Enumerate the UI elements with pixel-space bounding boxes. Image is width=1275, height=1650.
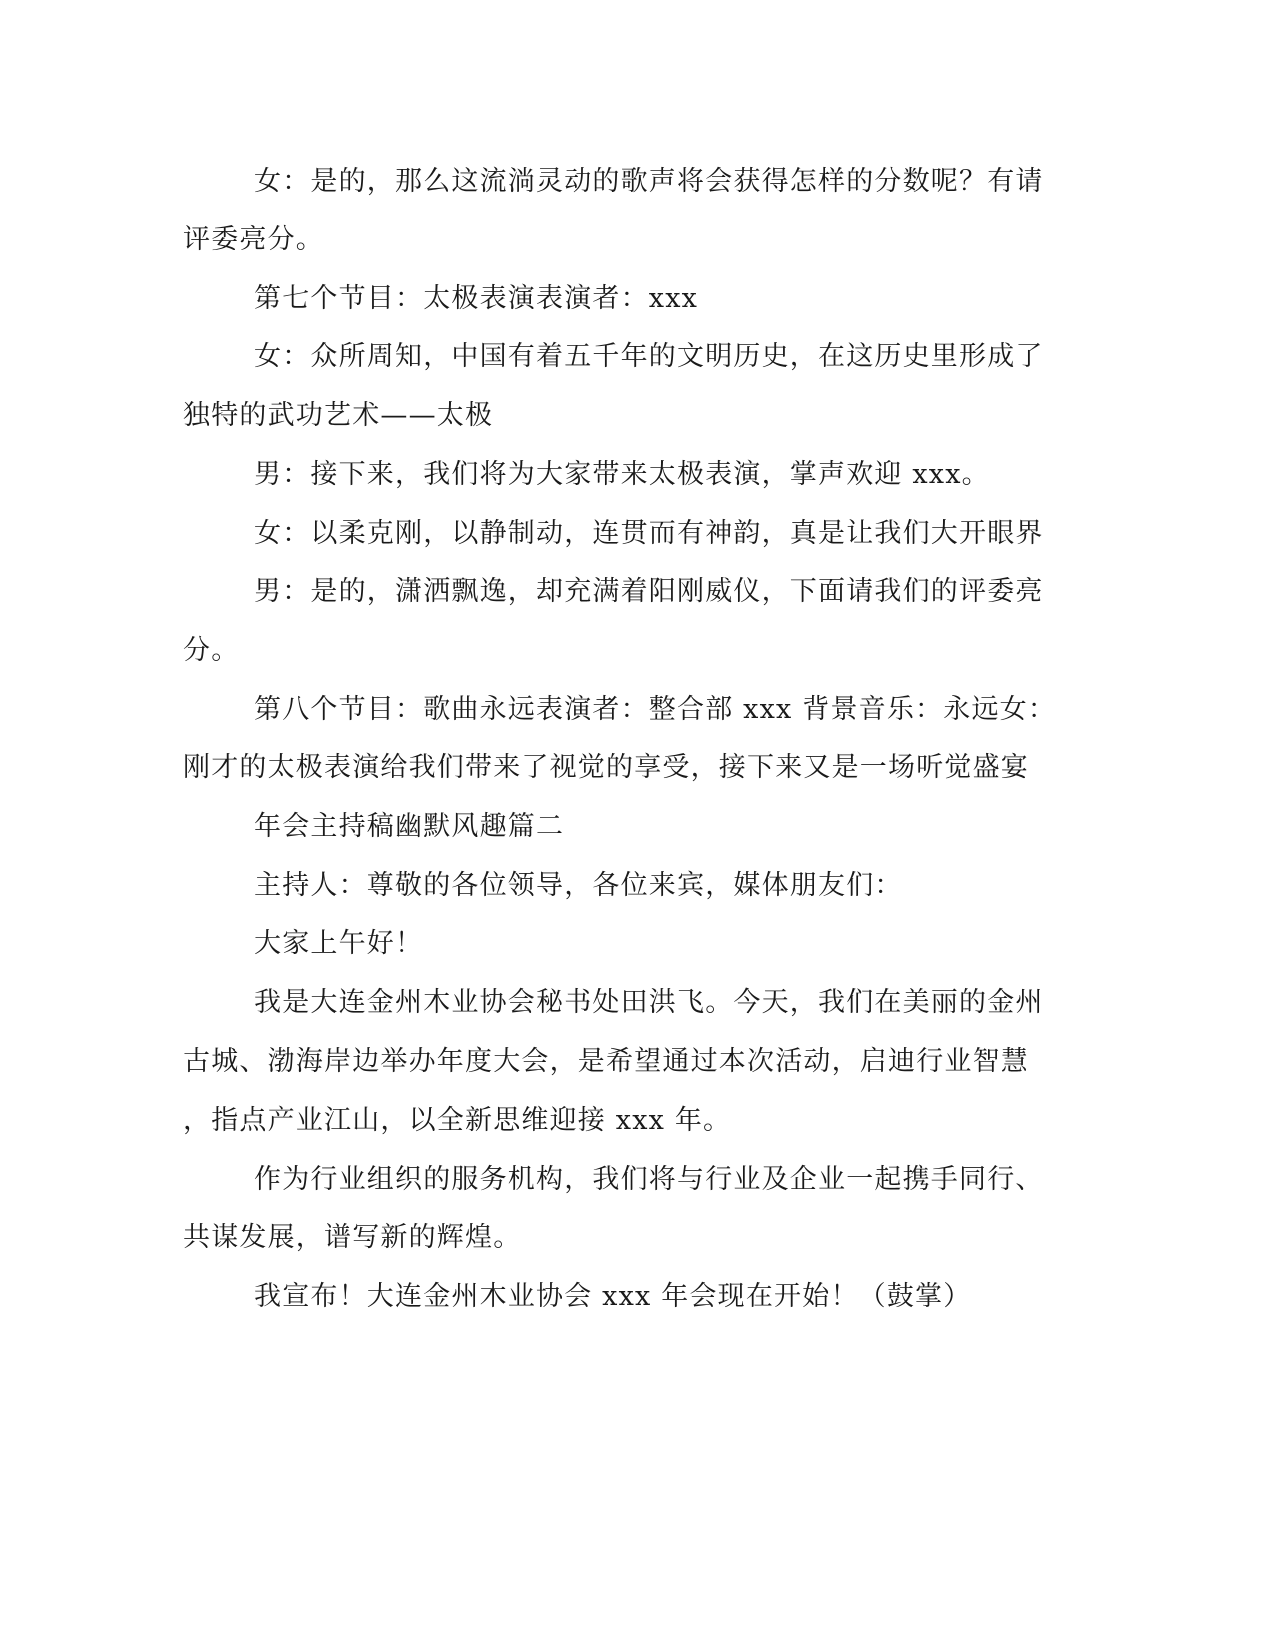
text-line: 作为行业组织的服务机构，我们将与行业及企业一起携手同行、 xyxy=(254,1164,1044,1195)
text-line: 大家上午好！ xyxy=(254,928,424,959)
text-line: 古城、渤海岸边举办年度大会，是希望通过本次活动，启迪行业智慧 xyxy=(183,1046,1029,1077)
text-line: 主持人：尊敬的各位领导，各位来宾，媒体朋友们： xyxy=(254,870,903,901)
section-heading: 年会主持稿幽默风趣篇二 xyxy=(254,811,565,842)
text-line: 女：是的，那么这流淌灵动的歌声将会获得怎样的分数呢？有请 xyxy=(254,166,1044,197)
text-line: 共谋发展，谱写新的辉煌。 xyxy=(183,1222,522,1253)
text-line: 刚才的太极表演给我们带来了视觉的享受，接下来又是一场听觉盛宴 xyxy=(183,752,1029,783)
text-line: 独特的武功艺术——太极 xyxy=(183,400,494,431)
text-line: 分。 xyxy=(183,635,240,666)
text-line: ，指点产业江山，以全新思维迎接 xxx 年。 xyxy=(183,1105,732,1136)
text-line: 我是大连金州木业协会秘书处田洪飞。今天，我们在美丽的金州 xyxy=(254,987,1044,1018)
text-line: 评委亮分。 xyxy=(183,224,324,255)
text-line: 我宣布！大连金州木业协会 xxx 年会现在开始！（鼓掌） xyxy=(254,1281,972,1312)
text-line: 女：以柔克刚，以静制动，连贯而有神韵，真是让我们大开眼界 xyxy=(254,518,1044,549)
text-line: 第八个节目：歌曲永远表演者：整合部 xxx 背景音乐：永远女： xyxy=(254,694,1057,725)
text-line: 第七个节目：太极表演表演者：xxx xyxy=(254,283,699,314)
text-line: 男：接下来，我们将为大家带来太极表演，掌声欢迎 xxx。 xyxy=(254,459,990,490)
text-line: 男：是的，潇洒飘逸，却充满着阳刚威仪，下面请我们的评委亮 xyxy=(254,576,1044,607)
text-line: 女：众所周知，中国有着五千年的文明历史，在这历史里形成了 xyxy=(254,341,1044,372)
